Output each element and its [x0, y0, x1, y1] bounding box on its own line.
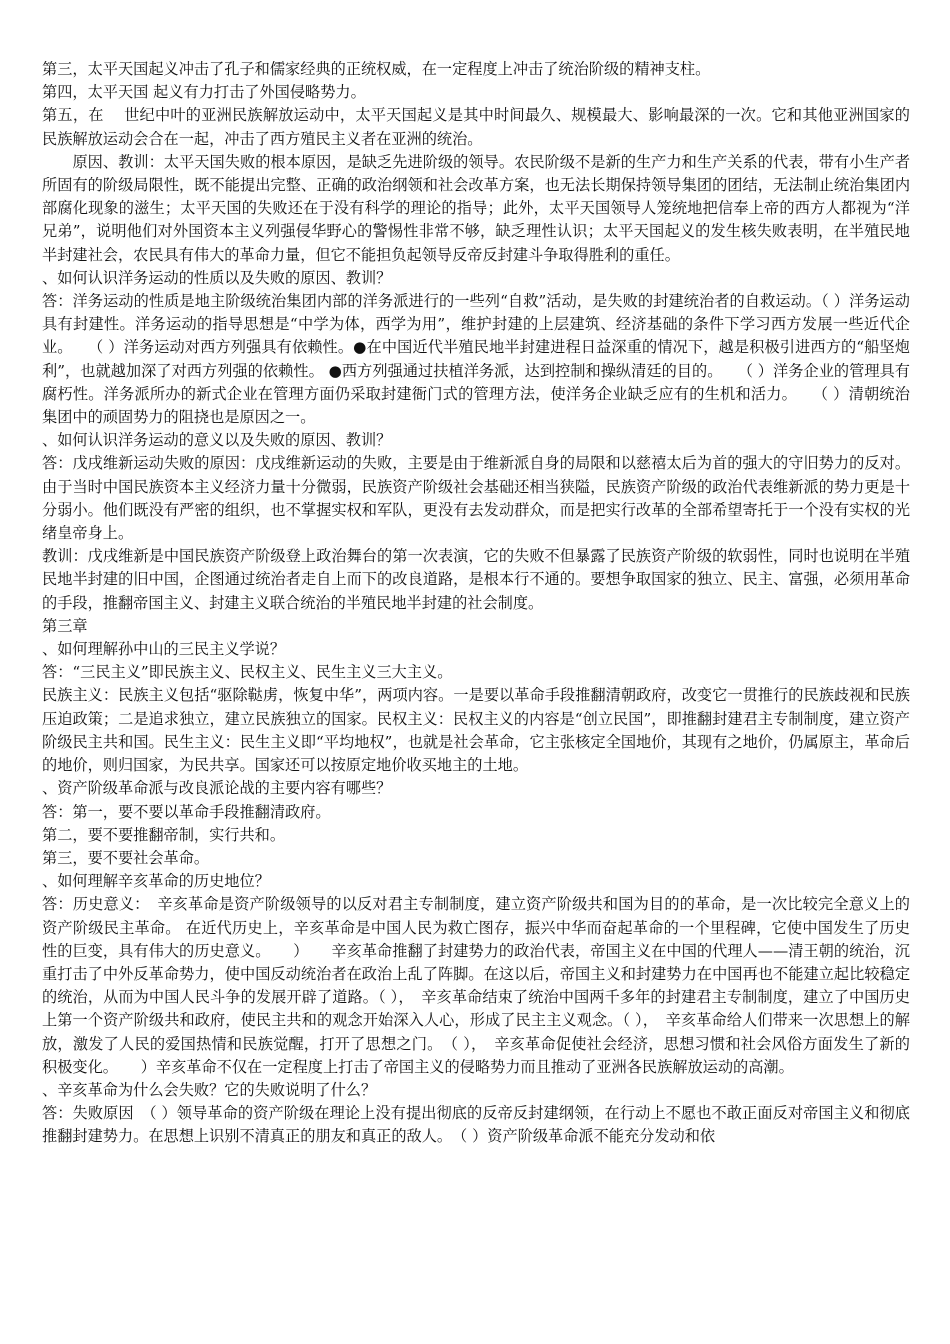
- paragraph: 教训：戊戌维新是中国民族资产阶级登上政治舞台的第一次表演，它的失败不但暴露了民族资产阶级的软弱性，同时也说明在半殖民地半封建的旧中国，企图通过统治者走自上而下的改良道路，是根本行不通的。要想争取国家的独立、民主、富强，必须用革命的手段，推翻帝国主义、封建主义联合统治的半殖民地半封建的社会制度。: [42, 547, 910, 612]
- paragraph: 第三，要不要社会革命。: [42, 848, 210, 867]
- question-heading: 、如何理解孙中山的三民主义学说？: [42, 640, 285, 659]
- question-heading: 、辛亥革命为什么会失败？它的失败说明了什么？: [42, 1080, 377, 1099]
- paragraph: 民族主义：民族主义包括“驱除鞑虏，恢复中华”，两项内容。一是要以革命手段推翻清朝政府，改变它一贯推行的民族歧视和民族压迫政策；二是追求独立，建立民族独立的国家。民权主义：民权主义的内容是“创立民国”，即推翻封建君主专制制度，建立资产阶级民主共和国。民生主义：民生主义即“平均地权”，也就是社会革命，它主张核定全国地价，其现有之地价，仍属原主，革命后的地价，则归国家，为民共享。国家还可以按原定地价收买地主的土地。: [42, 686, 910, 775]
- paragraph: 答：洋务运动的性质是地主阶级统治集团内部的洋务派进行的一些列“自救”活动，是失败的封建统治者的自救运动。（ ）洋务运动具有封建性。洋务运动的指导思想是“中学为体，西学为用”，维护封建的上层建筑、经济基础的条件下学习西方发展一些近代企业。 （ ）洋务运动对西方列强具有依赖性。●在中国近代半殖民地半封建进程日益深重的情况下，越是积极引进西方的“船坚炮利”，也就越加深了对西方列强的依赖性。 ●西方列强通过扶植洋务派，达到控制和操纵清廷的目的。 （ ）洋务企业的管理具有腐朽性。洋务派所办的新式企业在管理方面仍采取封建衙门式的管理方法，使洋务企业缺乏应有的生机和活力。 （ ）清朝统治集团中的顽固势力的阻挠也是原因之一。: [42, 292, 910, 427]
- paragraph: 答：失败原因 （ ）领导革命的资产阶级在理论上没有提出彻底的反帝反封建纲领，在行动上不愿也不敢正面反对帝国主义和彻底推翻封建势力。在思想上识别不清真正的朋友和真正的敌人。 （ ）资产阶级革命派不能充分发动和依: [42, 1104, 910, 1146]
- paragraph: 第三，太平天国起义冲击了孔子和儒家经典的正统权威，在一定程度上冲击了统治阶级的精神支柱。: [42, 60, 711, 78]
- paragraph: 答：“三民主义”即民族主义、民权主义、民生主义三大主义。: [42, 663, 453, 682]
- question-heading: 、如何认识洋务运动的意义以及失败的原因、教训？: [42, 431, 392, 450]
- paragraph: 答：历史意义： 辛亥革命是资产阶级领导的以反对君主专制制度，建立资产阶级共和国为目的的革命，是一次比较完全意义上的资产阶级民主革命。 在近代历史上，辛亥革命是中国人民为救亡图存，振兴中华而奋起革命的一个里程碑，它使中国发生了历史性的巨变，具有伟大的历史意义。 ） 辛亥革命推翻了封建势力的政治代表，帝国主义在中国的代理人——清王朝的统治，沉重打击了中外反革命势力，使中国反动统治者在政治上乱了阵脚。在这以后，帝国主义和封建势力在中国再也不能建立起比较稳定的统治，从而为中国人民斗争的发展开辟了道路。（ ）， 辛亥革命结束了统治中国两千多年的封建君主专制制度，建立了中国历史上第一个资产阶级共和政府，使民主共和的观念开始深入人心，形成了民主主义观念。（ ）， 辛亥革命给人们带来一次思想上的解放，激发了人民的爱国热情和民族觉醒，打开了思想之门。 （ ）， 辛亥革命促使社会经济，思想习惯和社会风俗方面发生了新的积极变化。 ）辛亥革命不仅在一定程度上打击了帝国主义的侵略势力而且推动了亚洲各民族解放运动的高潮。: [42, 895, 910, 1076]
- paragraph: 第五，在 世纪中叶的亚洲民族解放运动中，太平天国起义是其中时间最久、规模最大、影响最深的一次。它和其他亚洲国家的民族解放运动会合在一起，冲击了西方殖民主义者在亚洲的统治。: [42, 106, 910, 148]
- question-heading: 、如何理解辛亥革命的历史地位？: [42, 872, 270, 891]
- chapter-heading: 第三章: [42, 616, 88, 635]
- document-page: [42, 58, 910, 1149]
- question-heading: 、资产阶级革命派与改良派论战的主要内容有哪些？: [42, 779, 392, 798]
- paragraph: 原因、教训：太平天国失败的根本原因，是缺乏先进阶级的领导。农民阶级不是新的生产力和生产关系的代表，带有小生产者所固有的阶级局限性，既不能提出完整、正确的政治纲领和社会改革方案，也无法长期保持领导集团的团结，无法制止统治集团内部腐化现象的滋生；太平天国的失败还在于没有科学的理论的指导；此外，太平天国领导人笼统地把信奉上帝的西方人都视为“洋兄弟”，说明他们对外国资本主义列强侵华野心的警惕性非常不够，缺乏理性认识；太平天国起义的发生核失败表明，在半殖民地半封建社会，农民具有伟大的革命力量，但它不能担负起领导反帝反封建斗争取得胜利的重任。: [42, 152, 910, 264]
- paragraph: 答：戊戌维新运动失败的原因：戊戌维新运动的失败，主要是由于维新派自身的局限和以慈禧太后为首的强大的守旧势力的反对。由于当时中国民族资本主义经济力量十分微弱，民族资产阶级社会基础还相当狭隘，民族资产阶级的政治代表维新派的势力更是十分弱小。他们既没有严密的组织，也不掌握实权和军队，更没有去发动群众，而是把实行改革的全部希望寄托于一个没有实权的光绪皇帝身上。: [42, 454, 910, 543]
- paragraph: 第四，太平天国 起义有力打击了外国侵略势力。: [42, 83, 366, 102]
- question-heading: 、如何认识洋务运动的性质以及失败的原因、教训？: [42, 268, 392, 287]
- paragraph: 第二，要不要推翻帝制，实行共和。: [42, 825, 285, 844]
- paragraph: 答：第一，要不要以革命手段推翻清政府。: [42, 802, 331, 821]
